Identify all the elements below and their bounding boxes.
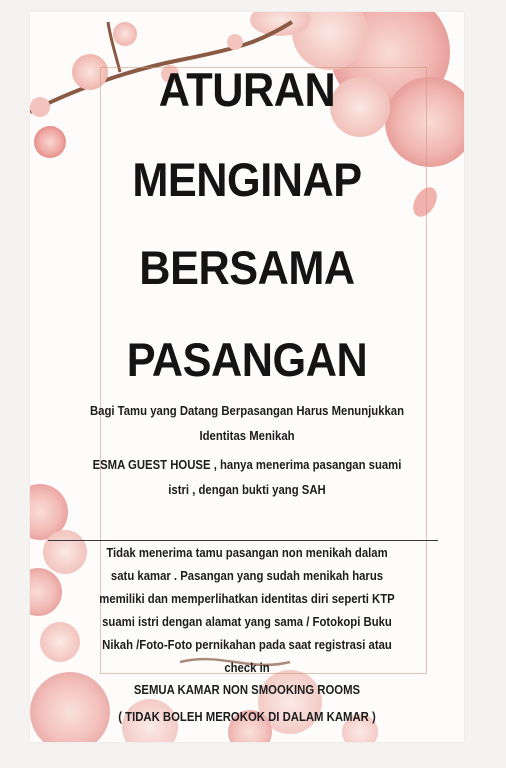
rule-line-2: satu kamar . Pasangan yang sudah menikah harus: [110, 569, 384, 583]
intro-line-4: istri , dengan bukti yang SAH: [168, 483, 326, 497]
intro-line-3: ESMA GUEST HOUSE , hanya menerima pasangan suami: [92, 458, 402, 472]
title-line-2: MENGINAP: [132, 153, 362, 206]
title-line-4: PASANGAN: [126, 333, 368, 386]
title-line-3: BERSAMA: [139, 241, 355, 294]
smoking-rule: SEMUA KAMAR NON SMOOKING ROOMS: [133, 683, 361, 697]
poster: [30, 12, 464, 742]
rule-line-3: memiliki dan memperlihatkan identitas diri seperti KTP: [99, 592, 395, 606]
intro-line-2: Identitas Menikah: [199, 429, 295, 443]
intro-line-1: Bagi Tamu yang Datang Berpasangan Harus Menunjukkan: [89, 404, 405, 418]
rule-line-5: Nikah /Foto-Foto pernikahan pada saat registrasi atau: [102, 638, 392, 652]
rule-line-6: check in: [224, 661, 270, 675]
title-line-1: ATURAN: [158, 63, 336, 116]
section-divider: [48, 540, 438, 541]
rule-line-4: suami istri dengan alamat yang sama / Fotokopi Buku: [102, 615, 392, 629]
rule-line-1: Tidak menerima tamu pasangan non menikah dalam: [106, 546, 388, 560]
smoking-note: ( TIDAK BOLEH MEROKOK DI DALAM KAMAR ): [118, 710, 376, 724]
